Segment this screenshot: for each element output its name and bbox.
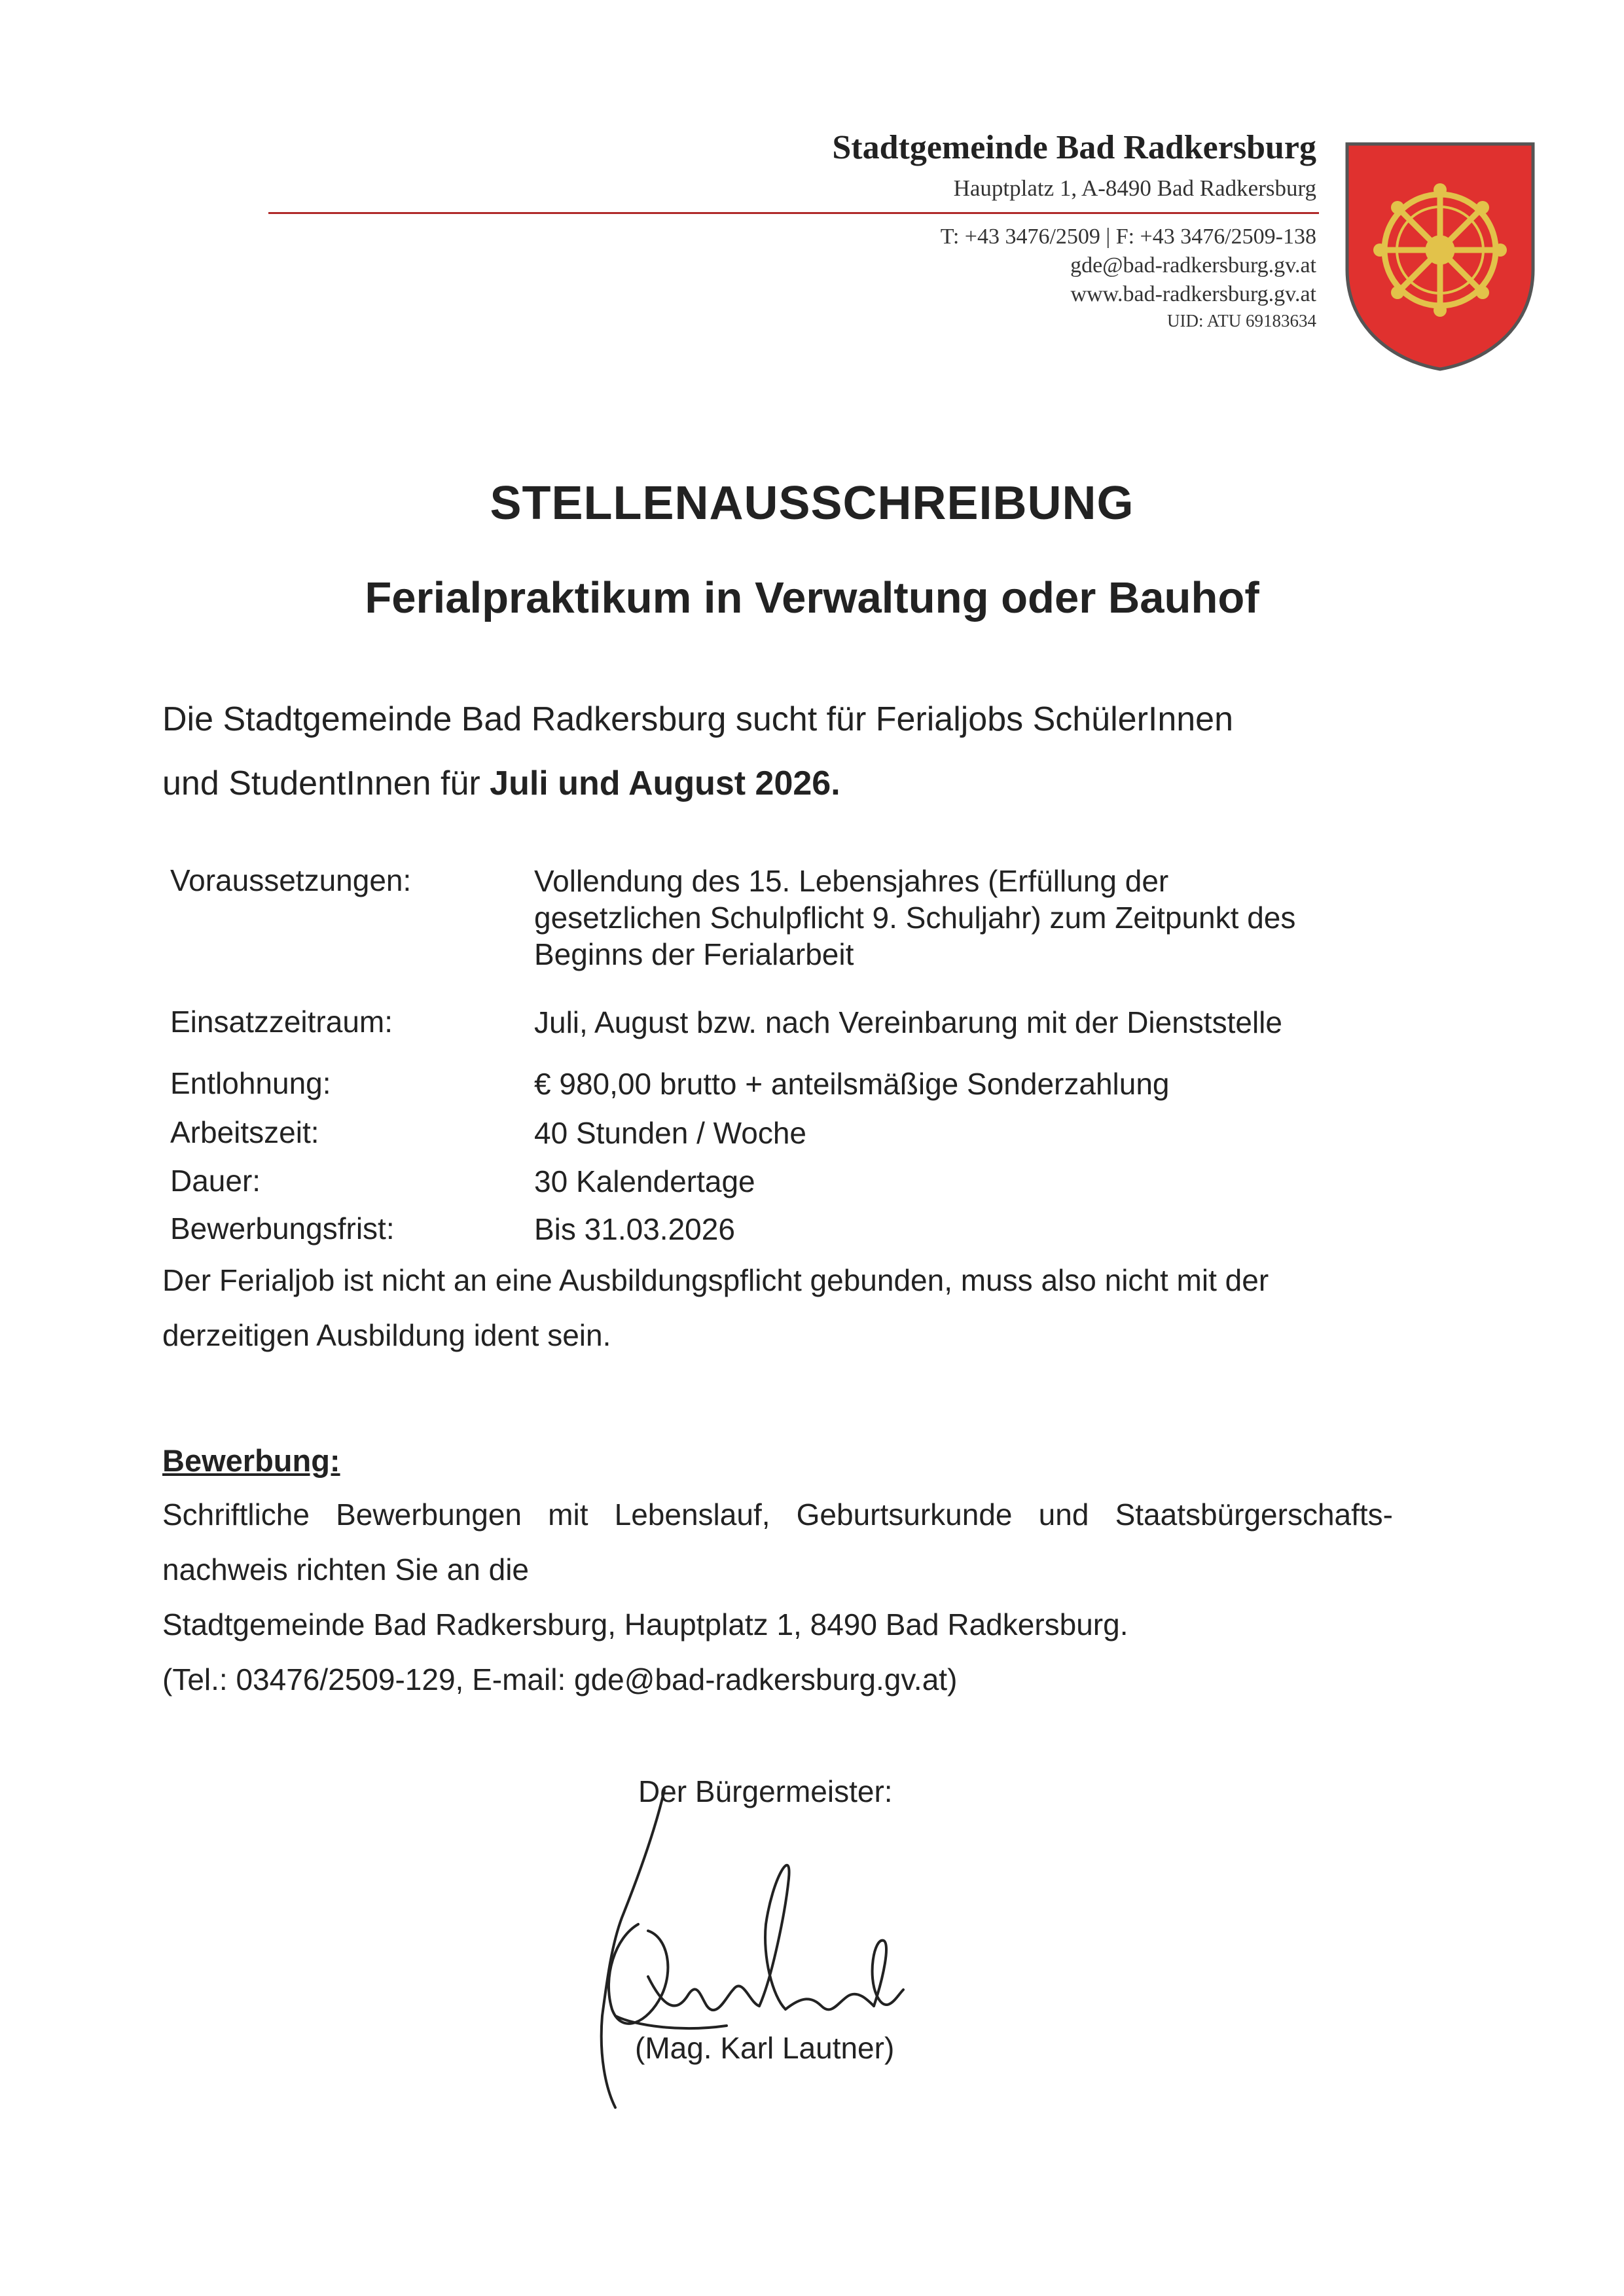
signatory-name: (Mag. Karl Lautner) [635,2031,895,2065]
handwritten-signature [576,1780,916,2121]
signature-label: Der Bürgermeister: [638,1774,893,1808]
intro-period: Juli und August 2026. [490,764,840,802]
application-heading: Bewerbung: [162,1443,340,1478]
note-paragraph: Der Ferialjob ist nicht an eine Ausbildungspflicht gebunden, muss also nicht mit der derzeitigen Ausbildung ident sein. [162,1263,1269,1352]
condition-label-requirements: Voraussetzungen: [170,863,412,897]
intro-line-2: und StudentInnen für Juli und August 2026. [162,764,840,802]
intro-line-1: Die Stadtgemeinde Bad Radkersburg sucht für Ferialjobs SchülerInnen [162,700,1234,738]
condition-label-duration: Dauer: [170,1164,261,1198]
condition-value-pay: € 980,00 brutto + anteilsmäßige Sonderzahlung [534,1067,1170,1101]
condition-label-pay: Entlohnung: [170,1066,331,1100]
page-subtitle: Ferialpraktikum in Verwaltung oder Bauhof [365,573,1259,622]
contact-block [941,223,1316,332]
uid-number: UID: ATU 69183634 [1167,311,1316,331]
condition-value-duration: 30 Kalendertage [534,1164,755,1198]
organization-address: Hauptplatz 1, A-8490 Bad Radkersburg [953,175,1316,201]
application-paragraph: Schriftliche Bewerbungen mit Lebenslauf, Geburtsurkunde und Staatsbürgerschafts- nachweis richten Sie an die Stadtgemeinde Bad Radkersburg, Hauptplatz 1, 8490 Bad Radkersburg. (Tel.: 03476/2509-129, E-mail: gde@bad-radkersburg.gv.at) [162,1498,1393,1696]
condition-label-period: Einsatzzeitraum: [170,1005,393,1039]
intro-paragraph [162,687,1471,816]
condition-label-deadline: Bewerbungsfrist: [170,1211,395,1246]
condition-value-period: Juli, August bzw. nach Vereinbarung mit der Dienststelle [534,1005,1282,1039]
condition-value-deadline: Bis 31.03.2026 [534,1212,735,1246]
condition-value-hours: 40 Stunden / Woche [534,1116,806,1150]
condition-label-hours: Arbeitszeit: [170,1115,319,1149]
email-address: gde@bad-radkersburg.gv.at [1070,253,1316,278]
letterhead-divider [268,212,1319,214]
condition-value-requirements: Vollendung des 15. Lebensjahres (Erfüllung der gesetzlichen Schulpflicht 9. Schuljahr) zum Zeitpunkt des Beginns der Ferialarbeit [534,864,1296,971]
coat-of-arms-wheel-icon [1342,139,1538,374]
organization-name: Stadtgemeinde Bad Radkersburg [832,129,1316,166]
website: www.bad-radkersburg.gv.at [1070,282,1316,306]
page-title: STELLENAUSSCHREIBUNG [490,477,1134,529]
phone-fax: T: +43 3476/2509 | F: +43 3476/2509-138 [940,224,1316,249]
